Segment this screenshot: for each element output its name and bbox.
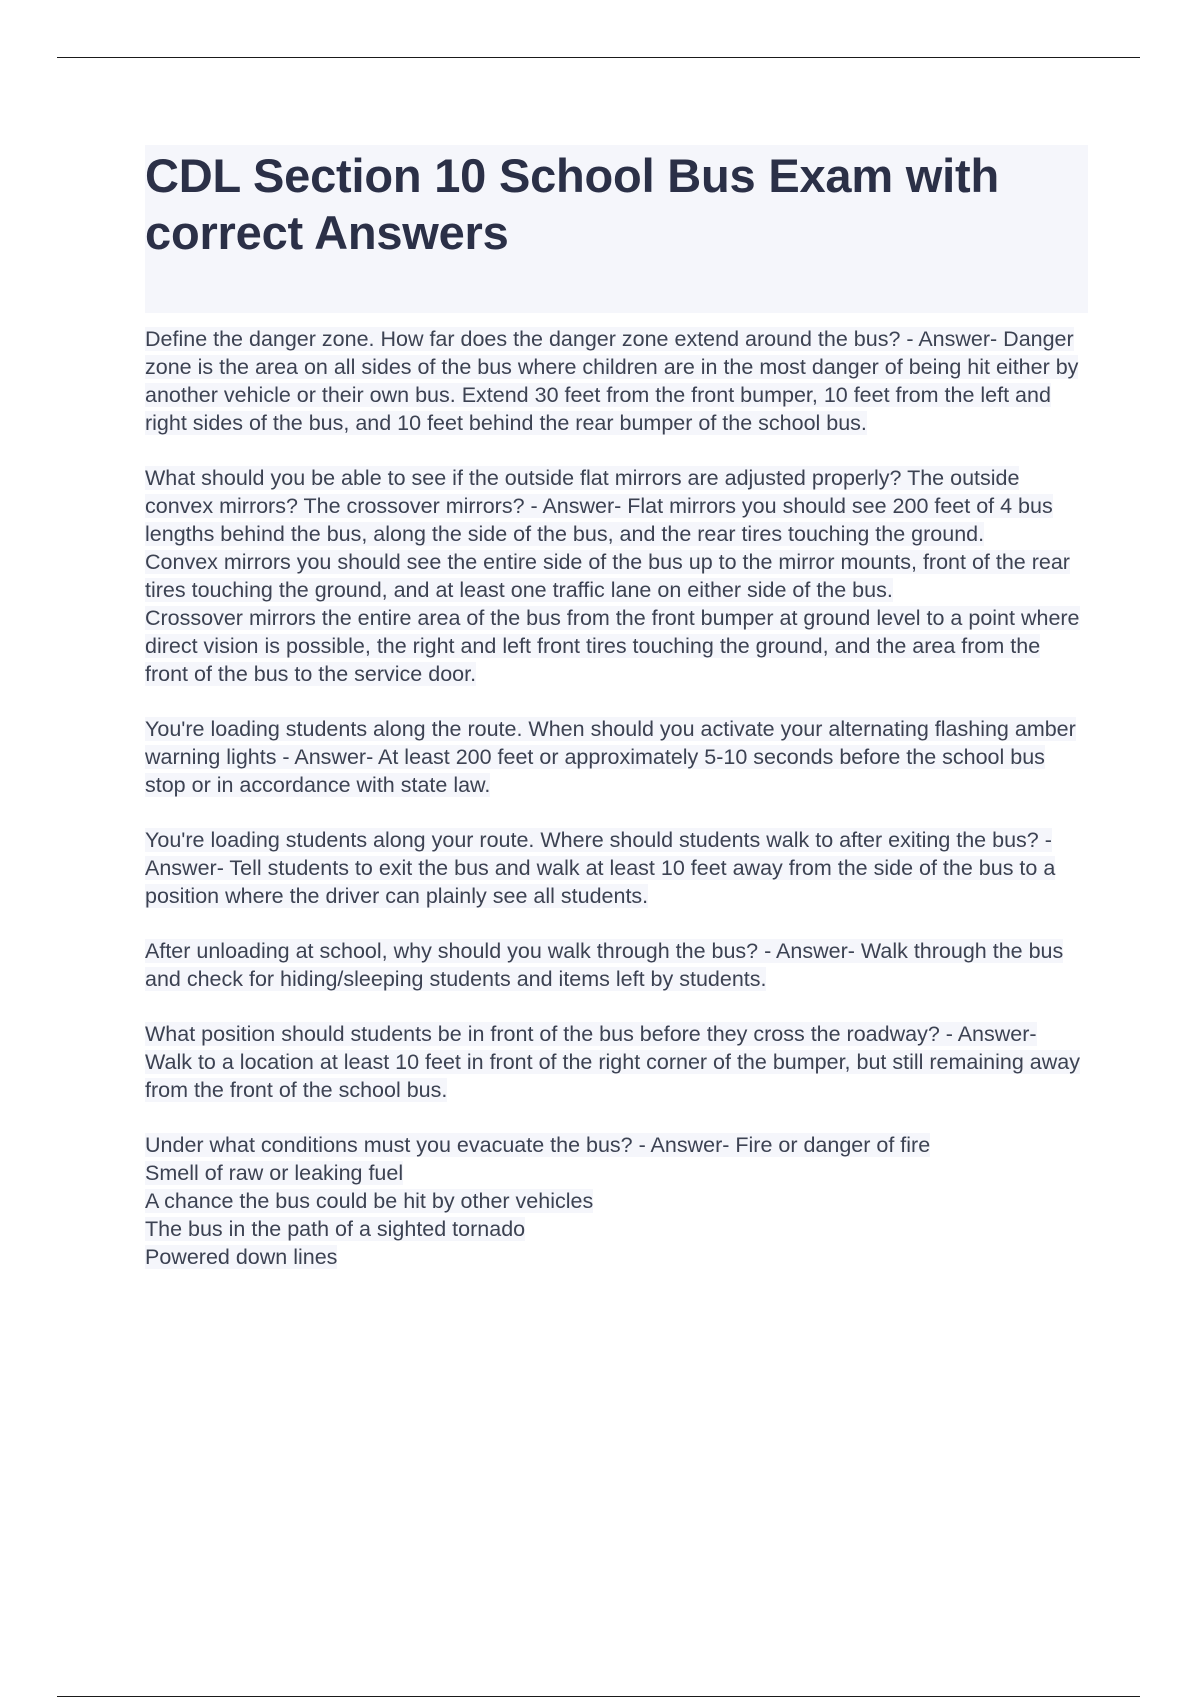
qa-text: What should you be able to see if the outside flat mirrors are adjusted properly? The outside convex mirrors? The crossover mirrors? - Answer- Flat mirrors you should see 200 feet of 4 bus lengths behind the bus, along the side of the bus, and the rear tires touching the ground. (145, 466, 1053, 546)
qa-text: Powered down lines (145, 1245, 338, 1269)
qa-text: Smell of raw or leaking fuel (145, 1161, 404, 1185)
qa-item (145, 464, 1088, 688)
qa-item (145, 325, 1088, 437)
qa-text: Crossover mirrors the entire area of the bus from the front bumper at ground level to a point where direct vision is possible, the right and left front tires touching the ground, and the area from the front of the bus to the service door. (145, 606, 1080, 686)
qa-item (145, 937, 1088, 993)
qa-text: Define the danger zone. How far does the danger zone extend around the bus? - Answer- Danger zone is the area on all sides of the bus where children are in the most danger of being hit either by another vehicle or their own bus. Extend 30 feet from the front bumper, 10 feet from the left and right sides of the bus, and 10 feet behind the rear bumper of the school bus. (145, 327, 1079, 435)
document-body (145, 145, 1088, 1298)
qa-item (145, 715, 1088, 799)
title-block (145, 145, 1088, 313)
qa-text: A chance the bus could be hit by other vehicles (145, 1189, 594, 1213)
qa-text: You're loading students along your route. Where should students walk to after exiting the bus? - Answer- Tell students to exit the bus and walk at least 10 feet away from the side of the bus to a position where the driver can plainly see all students. (145, 828, 1056, 908)
qa-item (145, 1020, 1088, 1104)
qa-item (145, 826, 1088, 910)
bottom-rule (57, 1696, 1140, 1697)
qa-item (145, 1131, 1088, 1271)
qa-list (145, 325, 1088, 1271)
qa-text: Under what conditions must you evacuate the bus? - Answer- Fire or danger of fire (145, 1133, 931, 1157)
top-rule (57, 57, 1140, 58)
qa-text: Convex mirrors you should see the entire side of the bus up to the mirror mounts, front of the rear tires touching the ground, and at least one traffic lane on either side of the bus. (145, 550, 1070, 602)
document-title: CDL Section 10 School Bus Exam with correct Answers (145, 149, 999, 259)
qa-text: What position should students be in front of the bus before they cross the roadway? - Answer- Walk to a location at least 10 feet in front of the right corner of the bumper, but still remaining away from the front of the school bus. (145, 1022, 1080, 1102)
qa-text: The bus in the path of a sighted tornado (145, 1217, 526, 1241)
qa-text: After unloading at school, why should you walk through the bus? - Answer- Walk through the bus and check for hiding/sleeping students and items left by students. (145, 939, 1064, 991)
qa-text: You're loading students along the route. When should you activate your alternating flashing amber warning lights - Answer- At least 200 feet or approximately 5-10 seconds before the school bus stop or in accordance with state law. (145, 717, 1076, 797)
